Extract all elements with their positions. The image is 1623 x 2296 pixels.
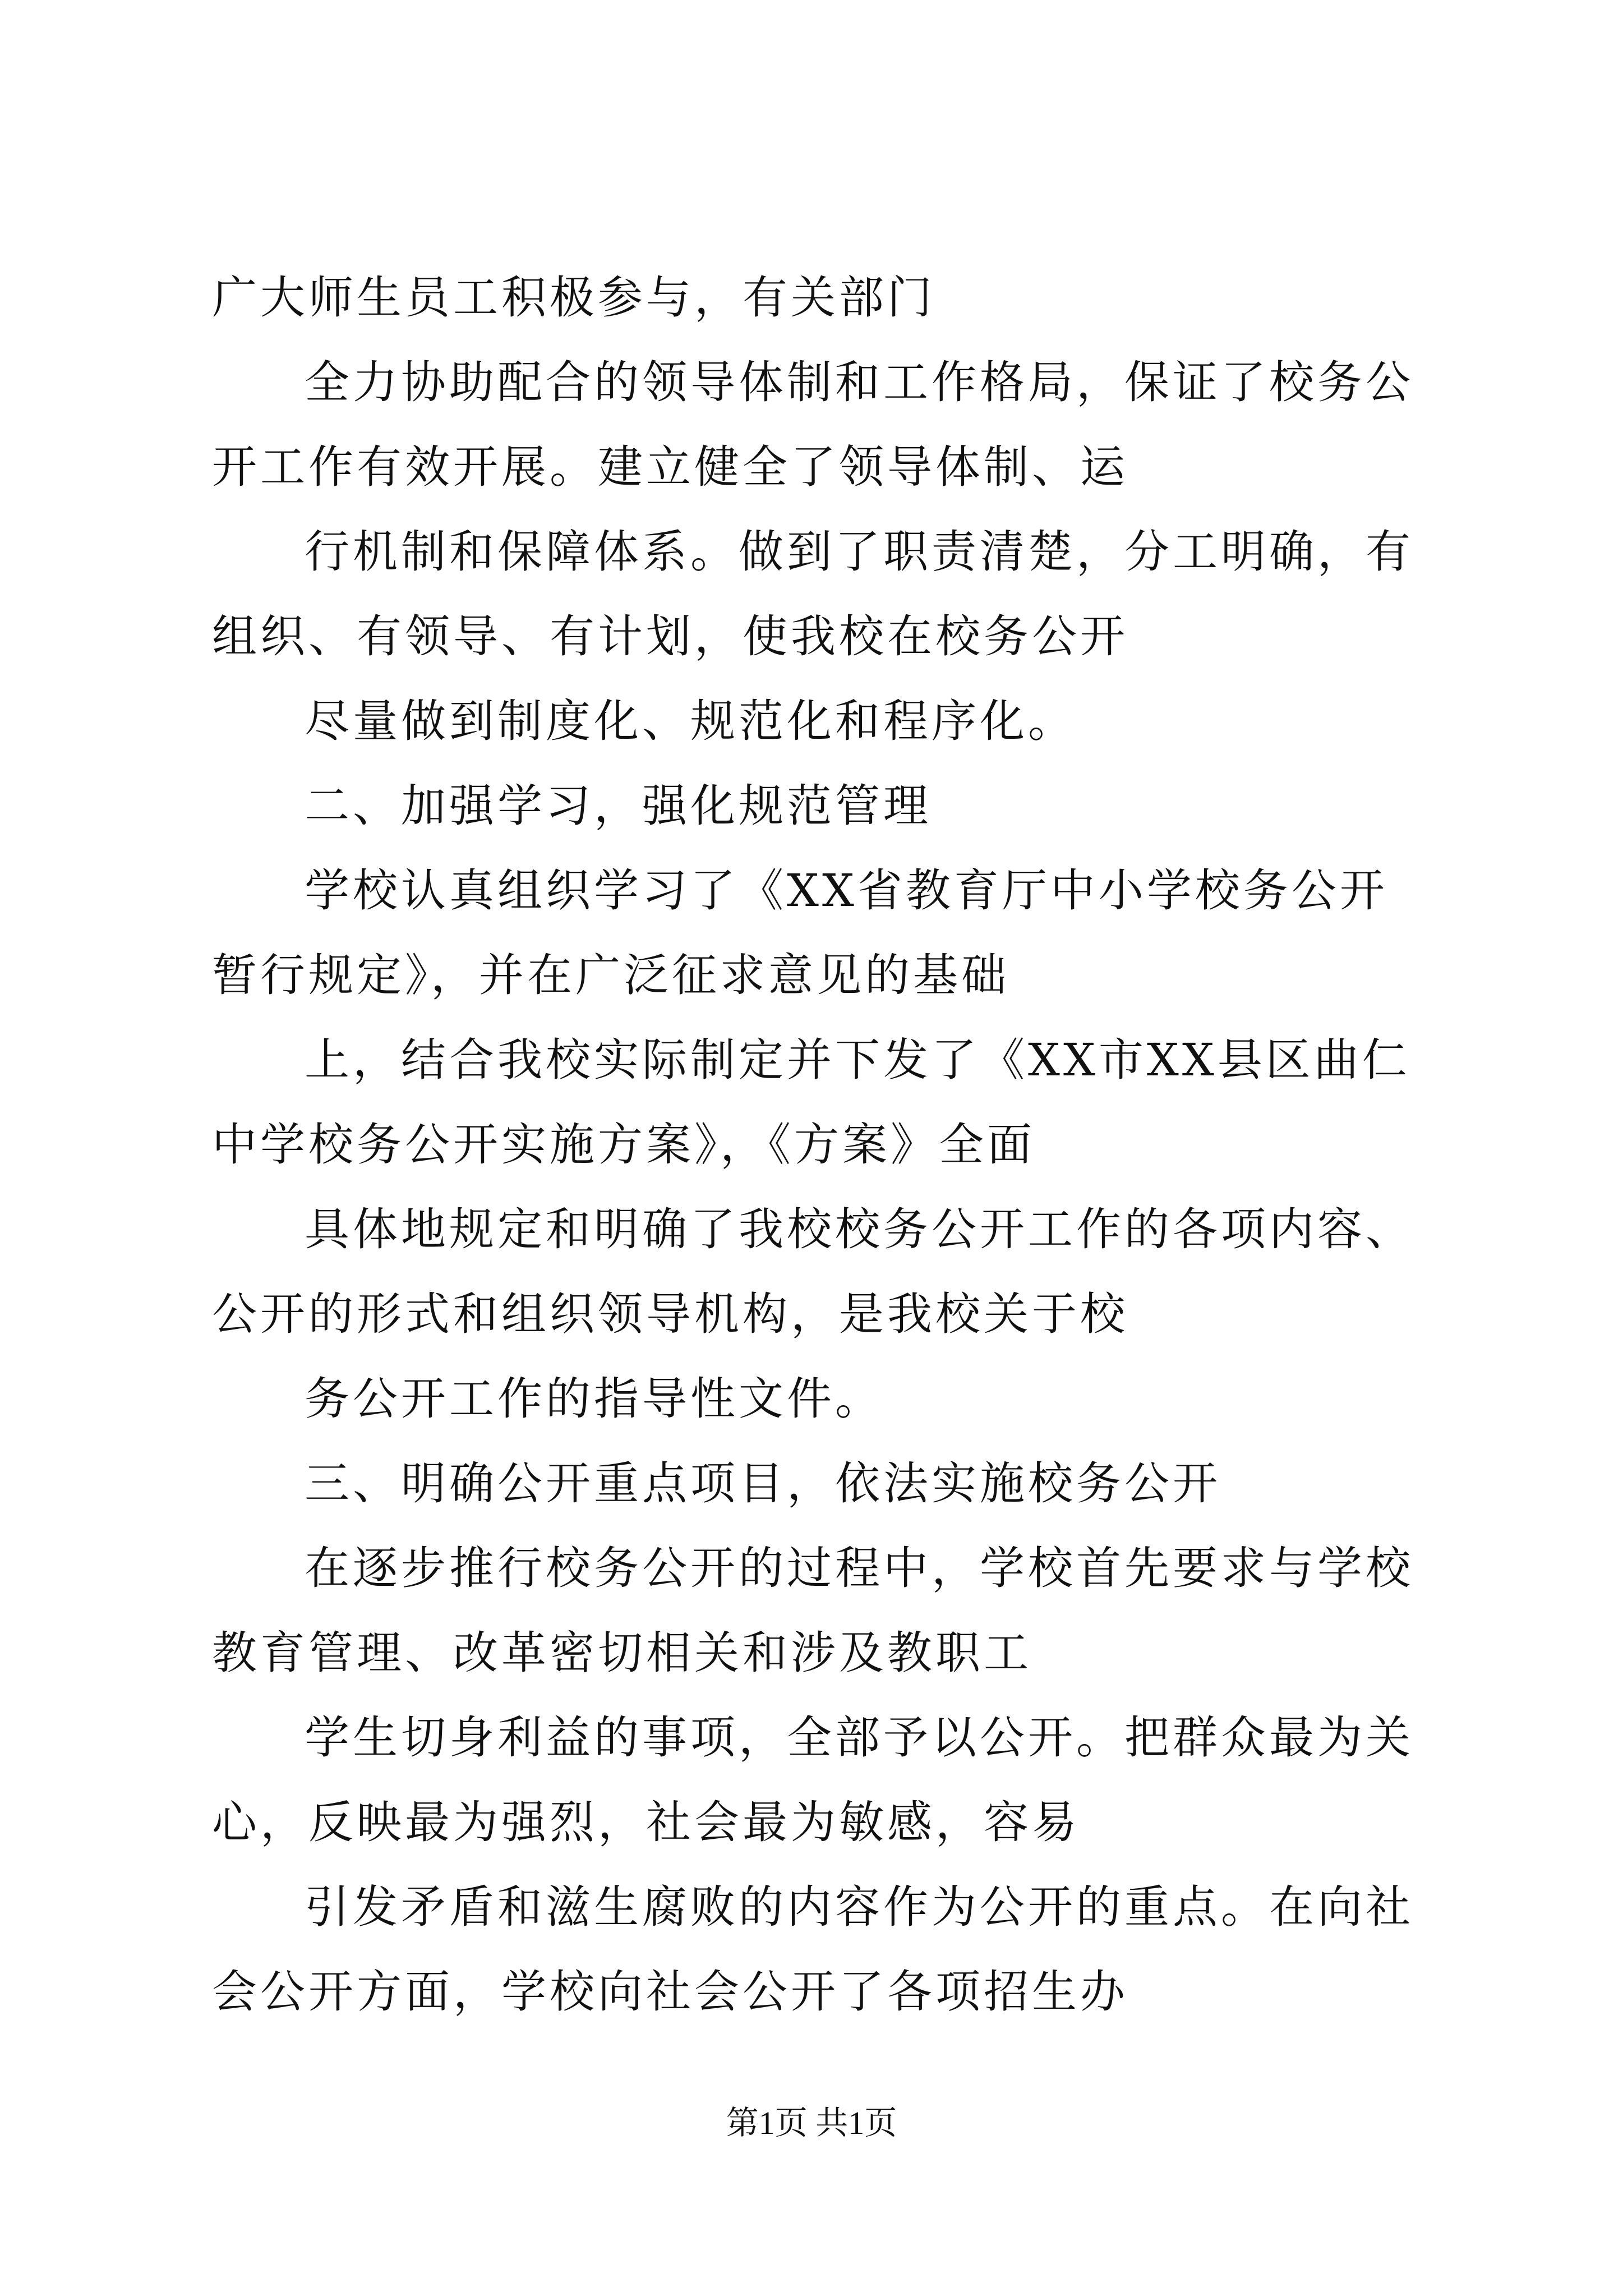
paragraph: 在逐步推行校务公开的过程中，学校首先要求与学校教育管理、改革密切相关和涉及教职工 <box>212 1542 1414 1679</box>
paragraph: 引发矛盾和滋生腐败的内容作为公开的重点。在向社会公开方面，学校向社会公开了各项招生办 <box>212 1881 1414 2018</box>
paragraph: 上，结合我校实际制定并下发了《XX市XX县区曲仁中学校务公开实施方案》，《方案》全面 <box>212 1034 1410 1171</box>
paragraph: 务公开工作的指导性文件。 <box>305 1373 883 1425</box>
document-body <box>212 255 1435 2034</box>
paragraph: 广大师生员工积极参与，有关部门 <box>212 272 935 324</box>
paragraph: 学校认真组织学习了《XX省教育厅中小学校务公开暂行规定》，并在广泛征求意见的基础 <box>212 864 1388 1001</box>
page-number-footer: 第1页 共1页 <box>726 2105 897 2141</box>
paragraph: 具体地规定和明确了我校校务公开工作的各项内容、公开的形式和组织领导机构，是我校关于校 <box>212 1203 1414 1340</box>
section-heading: 三、明确公开重点项目，依法实施校务公开 <box>305 1457 1221 1510</box>
paragraph: 全力协助配合的领导体制和工作格局，保证了校务公开工作有效开展。建立健全了领导体制、运 <box>212 356 1414 493</box>
section-heading: 二、加强学习，强化规范管理 <box>305 780 932 832</box>
paragraph: 学生切身利益的事项，全部予以公开。把群众最为关心，反映最为强烈，社会最为敏感，容易 <box>212 1711 1414 1848</box>
paragraph: 尽量做到制度化、规范化和程序化。 <box>305 695 1076 747</box>
paragraph: 行机制和保障体系。做到了职责清楚，分工明确，有组织、有领导、有计划，使我校在校务公开 <box>212 526 1414 662</box>
